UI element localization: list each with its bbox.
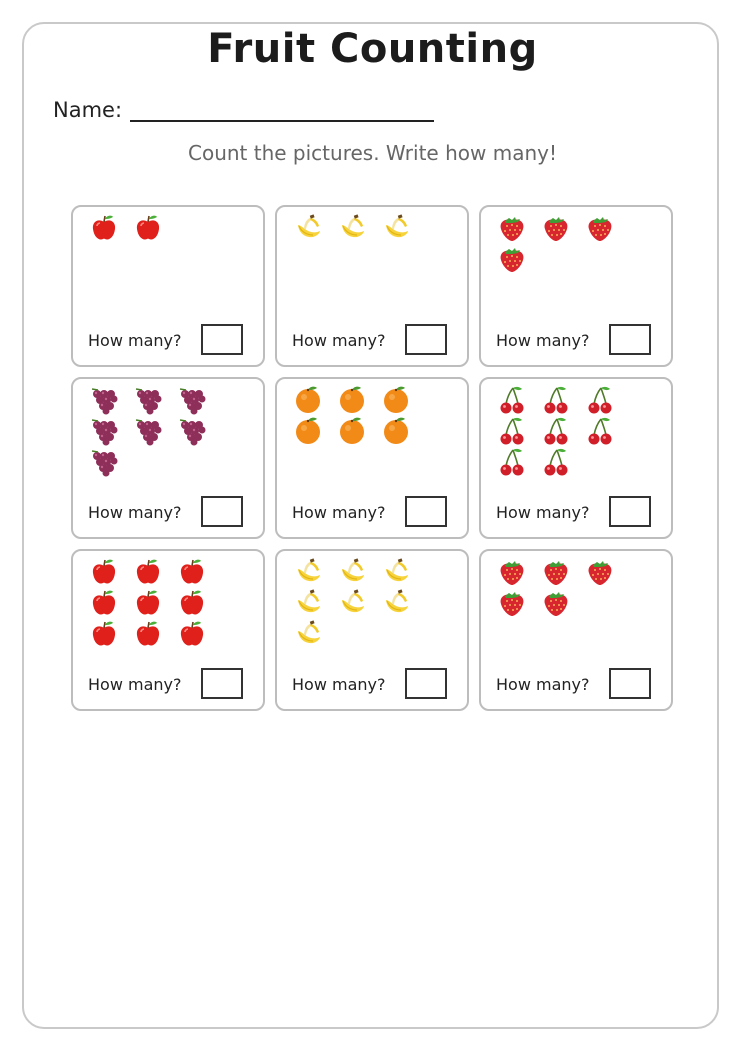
strawberry-icon: [541, 588, 585, 619]
fruit-group: [89, 213, 229, 244]
cherry-icon: [585, 385, 629, 416]
cherry-icon: [541, 385, 585, 416]
strawberry-icon: [541, 213, 585, 244]
fruit-group: [497, 557, 637, 619]
cherry-icon: [497, 416, 541, 447]
banana-icon: [381, 557, 425, 588]
banana-icon: [381, 213, 425, 244]
orange-icon: [337, 416, 381, 447]
answer-box[interactable]: [609, 324, 651, 355]
answer-box[interactable]: [405, 324, 447, 355]
strawberry-icon: [585, 213, 629, 244]
grapes-icon: [133, 416, 177, 447]
orange-icon: [293, 416, 337, 447]
how-many-label: How many?: [496, 331, 590, 350]
grapes-icon: [177, 416, 221, 447]
apple-icon: [89, 588, 133, 619]
how-many-label: How many?: [88, 503, 182, 522]
cherry-icon: [541, 447, 585, 478]
name-field[interactable]: [130, 98, 434, 122]
counting-card: [479, 205, 673, 367]
answer-box[interactable]: [609, 668, 651, 699]
fruit-group: [293, 213, 433, 244]
cherry-icon: [585, 416, 629, 447]
counting-card: [275, 377, 469, 539]
apple-icon: [133, 619, 177, 650]
banana-icon: [337, 557, 381, 588]
counting-card: [479, 549, 673, 711]
answer-box[interactable]: [201, 668, 243, 699]
banana-icon: [293, 619, 337, 650]
cherry-icon: [497, 385, 541, 416]
grapes-icon: [177, 385, 221, 416]
counting-card: [479, 377, 673, 539]
fruit-group: [89, 557, 229, 650]
how-many-label: How many?: [292, 503, 386, 522]
fruit-group: [293, 557, 433, 650]
apple-icon: [177, 557, 221, 588]
strawberry-icon: [497, 213, 541, 244]
answer-box[interactable]: [201, 324, 243, 355]
strawberry-icon: [497, 244, 541, 275]
grapes-icon: [89, 447, 133, 478]
apple-icon: [133, 213, 177, 244]
grapes-icon: [133, 385, 177, 416]
how-many-label: How many?: [496, 675, 590, 694]
fruit-group: [89, 385, 229, 478]
banana-icon: [293, 213, 337, 244]
counting-card: [71, 549, 265, 711]
counting-card: [71, 377, 265, 539]
name-label: Name:: [53, 98, 123, 122]
answer-box[interactable]: [405, 496, 447, 527]
banana-icon: [293, 588, 337, 619]
orange-icon: [381, 385, 425, 416]
orange-icon: [293, 385, 337, 416]
grapes-icon: [89, 385, 133, 416]
cherry-icon: [497, 447, 541, 478]
name-row: [53, 98, 434, 122]
apple-icon: [133, 588, 177, 619]
fruit-group: [497, 385, 637, 478]
apple-icon: [89, 557, 133, 588]
counting-card: [275, 205, 469, 367]
banana-icon: [337, 213, 381, 244]
apple-icon: [89, 213, 133, 244]
instructions: Count the pictures. Write how many!: [188, 141, 557, 165]
strawberry-icon: [497, 557, 541, 588]
strawberry-icon: [541, 557, 585, 588]
fruit-group: [293, 385, 433, 447]
grapes-icon: [89, 416, 133, 447]
counting-card: [71, 205, 265, 367]
answer-box[interactable]: [405, 668, 447, 699]
apple-icon: [133, 557, 177, 588]
counting-card: [275, 549, 469, 711]
counting-grid: [71, 205, 673, 711]
banana-icon: [381, 588, 425, 619]
page-title: Fruit Counting: [207, 26, 538, 72]
banana-icon: [337, 588, 381, 619]
how-many-label: How many?: [88, 675, 182, 694]
orange-icon: [337, 385, 381, 416]
orange-icon: [381, 416, 425, 447]
answer-box[interactable]: [201, 496, 243, 527]
apple-icon: [177, 588, 221, 619]
strawberry-icon: [497, 588, 541, 619]
how-many-label: How many?: [292, 331, 386, 350]
how-many-label: How many?: [292, 675, 386, 694]
fruit-group: [497, 213, 637, 275]
how-many-label: How many?: [88, 331, 182, 350]
strawberry-icon: [585, 557, 629, 588]
banana-icon: [293, 557, 337, 588]
cherry-icon: [541, 416, 585, 447]
apple-icon: [89, 619, 133, 650]
answer-box[interactable]: [609, 496, 651, 527]
apple-icon: [177, 619, 221, 650]
how-many-label: How many?: [496, 503, 590, 522]
